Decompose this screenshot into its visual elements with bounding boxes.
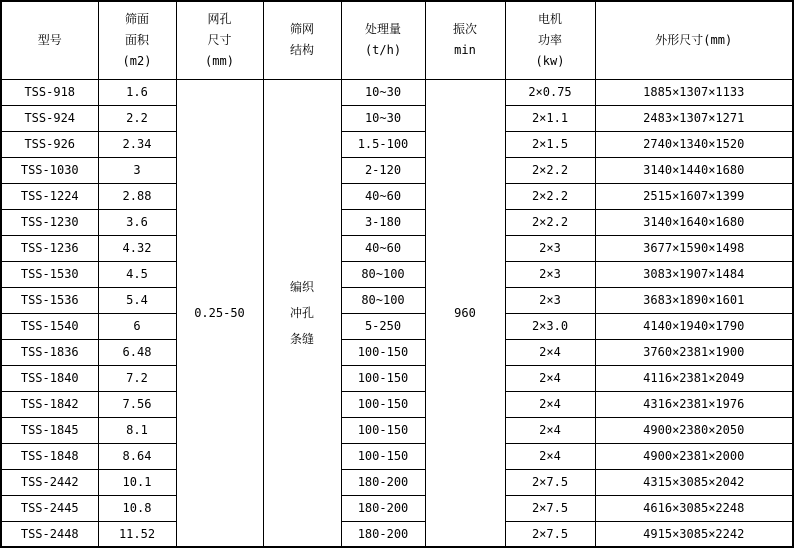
motor-power-cell: 2×1.1 — [505, 105, 595, 131]
motor-power-cell: 2×1.5 — [505, 131, 595, 157]
capacity-cell: 100-150 — [341, 339, 425, 365]
table-body — [1, 79, 793, 547]
column-header-vibration — [425, 1, 505, 79]
column-header-line: (t/h) — [364, 43, 402, 58]
column-header-model — [1, 1, 98, 79]
capacity-cell: 1.5-100 — [341, 131, 425, 157]
model-cell: TSS-1842 — [1, 391, 98, 417]
model-cell: TSS-1836 — [1, 339, 98, 365]
capacity-cell: 5-250 — [341, 313, 425, 339]
motor-power-cell: 2×2.2 — [505, 157, 595, 183]
screen-area-cell: 7.2 — [98, 365, 176, 391]
dimensions-cell: 3683×1890×1601 — [595, 287, 793, 313]
model-cell: TSS-1530 — [1, 261, 98, 287]
table-row — [1, 495, 793, 521]
table-row — [1, 521, 793, 547]
model-cell: TSS-1224 — [1, 183, 98, 209]
motor-power-cell: 2×0.75 — [505, 79, 595, 105]
column-header-line: 电机 — [537, 11, 562, 26]
capacity-cell: 180-200 — [341, 495, 425, 521]
dimensions-cell: 4315×3085×2042 — [595, 469, 793, 495]
table-row — [1, 157, 793, 183]
dimensions-cell: 4900×2381×2000 — [595, 443, 793, 469]
column-header-line: 振次 — [452, 22, 477, 37]
dimensions-cell: 2740×1340×1520 — [595, 131, 793, 157]
column-header-line: 面积 — [124, 32, 149, 47]
screen-area-cell: 8.1 — [98, 417, 176, 443]
column-header-mesh_size — [176, 1, 263, 79]
capacity-cell: 40~60 — [341, 183, 425, 209]
dimensions-cell: 3140×1640×1680 — [595, 209, 793, 235]
column-header-line: 功率 — [537, 32, 562, 47]
column-header-line: 尺寸 — [207, 32, 232, 47]
screen-area-cell: 2.34 — [98, 131, 176, 157]
screen-area-cell: 3.6 — [98, 209, 176, 235]
capacity-cell: 10~30 — [341, 79, 425, 105]
mesh-structure-line: 条缝 — [289, 331, 314, 346]
screen-area-cell: 2.2 — [98, 105, 176, 131]
table-row — [1, 235, 793, 261]
motor-power-cell: 2×4 — [505, 417, 595, 443]
screen-area-cell: 3 — [98, 157, 176, 183]
screen-area-cell: 4.5 — [98, 261, 176, 287]
table-header — [1, 1, 793, 79]
dimensions-cell: 3760×2381×1900 — [595, 339, 793, 365]
model-cell: TSS-1536 — [1, 287, 98, 313]
dimensions-cell: 4915×3085×2242 — [595, 521, 793, 547]
model-cell: TSS-1230 — [1, 209, 98, 235]
dimensions-cell: 3140×1440×1680 — [595, 157, 793, 183]
model-cell: TSS-2442 — [1, 469, 98, 495]
screen-area-cell: 4.32 — [98, 235, 176, 261]
header-row — [1, 1, 793, 79]
table-row — [1, 417, 793, 443]
table-row — [1, 261, 793, 287]
motor-power-cell: 2×7.5 — [505, 469, 595, 495]
motor-power-cell: 2×7.5 — [505, 521, 595, 547]
model-cell: TSS-918 — [1, 79, 98, 105]
column-header-capacity — [341, 1, 425, 79]
dimensions-cell: 4140×1940×1790 — [595, 313, 793, 339]
motor-power-cell: 2×4 — [505, 365, 595, 391]
motor-power-cell: 2×4 — [505, 391, 595, 417]
motor-power-cell: 2×3.0 — [505, 313, 595, 339]
motor-power-cell: 2×2.2 — [505, 183, 595, 209]
dimensions-cell: 4616×3085×2248 — [595, 495, 793, 521]
motor-power-cell: 2×4 — [505, 443, 595, 469]
model-cell: TSS-1030 — [1, 157, 98, 183]
capacity-cell: 100-150 — [341, 417, 425, 443]
screen-area-cell: 11.52 — [98, 521, 176, 547]
dimensions-cell: 3677×1590×1498 — [595, 235, 793, 261]
dimensions-cell: 4900×2380×2050 — [595, 417, 793, 443]
motor-power-cell: 2×3 — [505, 235, 595, 261]
column-header-line: 处理量 — [364, 22, 401, 37]
column-header-dimensions — [595, 1, 793, 79]
model-cell: TSS-2448 — [1, 521, 98, 547]
dimensions-cell: 4316×2381×1976 — [595, 391, 793, 417]
table-row — [1, 105, 793, 131]
model-cell: TSS-1840 — [1, 365, 98, 391]
column-header-line: 外形尺寸(mm) — [655, 32, 733, 47]
column-header-line: 筛面 — [124, 11, 149, 26]
screen-area-cell: 2.88 — [98, 183, 176, 209]
dimensions-cell: 2515×1607×1399 — [595, 183, 793, 209]
capacity-cell: 100-150 — [341, 443, 425, 469]
model-cell: TSS-1848 — [1, 443, 98, 469]
table-row — [1, 287, 793, 313]
mesh-structure-merged-cell — [263, 79, 341, 547]
capacity-cell: 40~60 — [341, 235, 425, 261]
table-row — [1, 443, 793, 469]
column-header-line: (kw) — [535, 53, 565, 68]
model-cell: TSS-1845 — [1, 417, 98, 443]
mesh-structure-line: 编织 — [289, 279, 314, 294]
capacity-cell: 180-200 — [341, 521, 425, 547]
dimensions-cell: 3083×1907×1484 — [595, 261, 793, 287]
table-row — [1, 313, 793, 339]
screen-area-cell: 6.48 — [98, 339, 176, 365]
motor-power-cell: 2×3 — [505, 261, 595, 287]
column-header-line: 筛网 — [289, 22, 314, 37]
mesh-size-merged-cell: 0.25-50 — [176, 79, 263, 547]
motor-power-cell: 2×7.5 — [505, 495, 595, 521]
table-row — [1, 79, 793, 105]
screen-area-cell: 10.1 — [98, 469, 176, 495]
screen-area-cell: 10.8 — [98, 495, 176, 521]
capacity-cell: 10~30 — [341, 105, 425, 131]
mesh-structure-line: 冲孔 — [289, 305, 314, 320]
model-cell: TSS-1540 — [1, 313, 98, 339]
motor-power-cell: 2×2.2 — [505, 209, 595, 235]
column-header-line: (mm) — [205, 53, 234, 68]
screen-area-cell: 6 — [98, 313, 176, 339]
capacity-cell: 80~100 — [341, 287, 425, 313]
table-row — [1, 365, 793, 391]
model-cell: TSS-926 — [1, 131, 98, 157]
table-row — [1, 209, 793, 235]
column-header-line: 结构 — [289, 43, 314, 58]
column-header-line: 网孔 — [207, 11, 232, 26]
model-cell: TSS-1236 — [1, 235, 98, 261]
table-row — [1, 131, 793, 157]
screen-area-cell: 5.4 — [98, 287, 176, 313]
dimensions-cell: 1885×1307×1133 — [595, 79, 793, 105]
column-header-line: (m2) — [122, 53, 152, 68]
capacity-cell: 180-200 — [341, 469, 425, 495]
column-header-motor_power — [505, 1, 595, 79]
table-row — [1, 469, 793, 495]
motor-power-cell: 2×3 — [505, 287, 595, 313]
dimensions-cell: 2483×1307×1271 — [595, 105, 793, 131]
dimensions-cell: 4116×2381×2049 — [595, 365, 793, 391]
model-cell: TSS-2445 — [1, 495, 98, 521]
table-row — [1, 183, 793, 209]
column-header-screen_area — [98, 1, 176, 79]
screen-area-cell: 1.6 — [98, 79, 176, 105]
capacity-cell: 2-120 — [341, 157, 425, 183]
screen-area-cell: 7.56 — [98, 391, 176, 417]
model-cell: TSS-924 — [1, 105, 98, 131]
column-header-line: 型号 — [37, 32, 62, 47]
capacity-cell: 100-150 — [341, 391, 425, 417]
table-row — [1, 391, 793, 417]
column-header-line: min — [454, 43, 476, 58]
column-header-mesh_structure — [263, 1, 341, 79]
capacity-cell: 80~100 — [341, 261, 425, 287]
screen-area-cell: 8.64 — [98, 443, 176, 469]
capacity-cell: 100-150 — [341, 365, 425, 391]
motor-power-cell: 2×4 — [505, 339, 595, 365]
table-row — [1, 339, 793, 365]
vibration-merged-cell: 960 — [425, 79, 505, 547]
capacity-cell: 3-180 — [341, 209, 425, 235]
